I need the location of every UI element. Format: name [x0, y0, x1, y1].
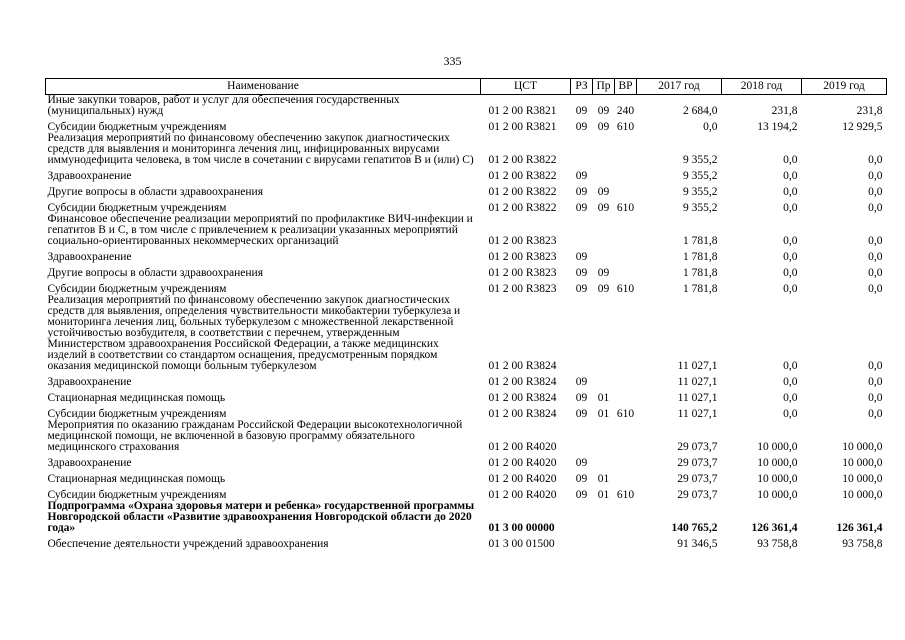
- row-cst: 01 2 00 R3823: [488, 267, 557, 279]
- table-row: [46, 420, 887, 453]
- row-rz: [571, 295, 593, 372]
- row-2019: 0,0: [868, 376, 883, 388]
- row-2018: 0,0: [783, 376, 798, 388]
- row-cst: 01 3 00 00000: [488, 522, 555, 534]
- row-2018: 10 000,0: [757, 489, 798, 501]
- row-rz: 09: [575, 186, 588, 198]
- row-pr: 09: [597, 105, 610, 117]
- row-vr: [615, 420, 637, 453]
- row-cst: 01 2 00 R3823: [488, 235, 557, 247]
- budget-table: [45, 78, 887, 550]
- row-cst: 01 2 00 R3822: [488, 202, 557, 214]
- header-2018: 2018 год: [722, 79, 802, 95]
- row-pr: 01: [597, 473, 610, 485]
- row-pr: [593, 166, 615, 182]
- row-2017: 0,0: [703, 121, 718, 133]
- row-2018: 0,0: [783, 235, 798, 247]
- row-2019: 10 000,0: [842, 441, 883, 453]
- table-row: [46, 404, 887, 420]
- row-2018: 231,8: [771, 105, 798, 117]
- row-2017: 9 355,2: [683, 186, 718, 198]
- row-2019: 10 000,0: [842, 473, 883, 485]
- row-2018: 93 758,8: [757, 538, 798, 550]
- row-2017: 9 355,2: [683, 170, 718, 182]
- row-vr: [615, 453, 637, 469]
- header-cst: ЦСТ: [481, 79, 571, 95]
- row-pr: [593, 501, 615, 534]
- row-name: Здравоохранение: [47, 376, 132, 388]
- row-rz: 09: [575, 202, 588, 214]
- row-2018: 0,0: [783, 154, 798, 166]
- table-row: [46, 247, 887, 263]
- header-name: Наименование: [46, 79, 481, 95]
- row-rz: 09: [575, 473, 588, 485]
- row-2019: 0,0: [868, 267, 883, 279]
- row-2019: 12 929,5: [842, 121, 883, 133]
- table-row: [46, 501, 887, 534]
- row-rz: 09: [575, 376, 588, 388]
- row-vr: [615, 372, 637, 388]
- row-2019: 231,8: [856, 105, 883, 117]
- row-2018: 0,0: [783, 202, 798, 214]
- row-2017: 9 355,2: [683, 202, 718, 214]
- table-row: [46, 263, 887, 279]
- row-2017: 29 073,7: [677, 457, 718, 469]
- row-2019: 0,0: [868, 360, 883, 372]
- row-vr: 610: [616, 283, 635, 295]
- row-2017: 11 027,1: [677, 376, 718, 388]
- row-2019: 0,0: [868, 408, 883, 420]
- row-rz: 09: [575, 121, 588, 133]
- header-vr: ВР: [615, 79, 637, 95]
- row-pr: 01: [597, 392, 610, 404]
- row-cst: 01 2 00 R3821: [488, 121, 557, 133]
- header-pr: Пр: [593, 79, 615, 95]
- table-header-row: [46, 79, 887, 95]
- row-rz: 09: [575, 283, 588, 295]
- row-cst: 01 2 00 R3822: [488, 170, 557, 182]
- row-vr: [615, 182, 637, 198]
- table-row: [46, 388, 887, 404]
- row-vr: [615, 534, 637, 550]
- row-2017: 91 346,5: [677, 538, 718, 550]
- table-row: [46, 214, 887, 247]
- row-2019: 10 000,0: [842, 489, 883, 501]
- row-pr: [593, 295, 615, 372]
- row-2017: 9 355,2: [683, 154, 718, 166]
- row-name: Субсидии бюджетным учреждениям: [47, 283, 227, 295]
- row-2018: 0,0: [783, 267, 798, 279]
- row-2017: 1 781,8: [683, 251, 718, 263]
- row-name: Реализация мероприятий по финансовому обеспечению закупок диагностических средств для выявления и мониторинга лечения лиц, инфицированных вирусами иммунодефицита человека, в том числе в сочетании с вирусами гепатитов В и (или) С): [47, 132, 474, 166]
- row-rz: [571, 214, 593, 247]
- row-2019: 0,0: [868, 154, 883, 166]
- row-2019: 93 758,8: [842, 538, 883, 550]
- row-cst: 01 2 00 R4020: [488, 473, 557, 485]
- row-2019: 0,0: [868, 170, 883, 182]
- row-name: Финансовое обеспечение реализации мероприятий по профилактике ВИЧ-инфекции и гепатитов В и С, в том числе с привлечением к реализации указанных мероприятий социально-ориентированных некоммерческих организаций: [47, 213, 473, 247]
- row-pr: 01: [597, 408, 610, 420]
- row-name: Субсидии бюджетным учреждениям: [47, 202, 227, 214]
- header-2019: 2019 год: [802, 79, 887, 95]
- row-2019: 0,0: [868, 392, 883, 404]
- row-rz: 09: [575, 105, 588, 117]
- row-2017: 1 781,8: [683, 267, 718, 279]
- row-rz: [571, 501, 593, 534]
- row-2017: 11 027,1: [677, 408, 718, 420]
- row-name: Здравоохранение: [47, 170, 132, 182]
- row-pr: 09: [597, 202, 610, 214]
- row-vr: 610: [616, 121, 635, 133]
- row-rz: [571, 534, 593, 550]
- row-rz: 09: [575, 170, 588, 182]
- row-2019: 0,0: [868, 251, 883, 263]
- table-row: [46, 166, 887, 182]
- row-2017: 29 073,7: [677, 489, 718, 501]
- row-vr: [615, 247, 637, 263]
- row-2017: 2 684,0: [683, 105, 718, 117]
- row-2017: 1 781,8: [683, 235, 718, 247]
- row-pr: [593, 534, 615, 550]
- row-2019: 0,0: [868, 202, 883, 214]
- row-2017: 140 765,2: [671, 522, 718, 534]
- row-2018: 13 194,2: [757, 121, 798, 133]
- table-row: [46, 469, 887, 485]
- row-vr: [615, 469, 637, 485]
- table-row: [46, 279, 887, 295]
- row-2019: 10 000,0: [842, 457, 883, 469]
- row-name: Здравоохранение: [47, 457, 132, 469]
- row-cst: 01 2 00 R3824: [488, 360, 557, 372]
- table-row: [46, 182, 887, 198]
- row-vr: 240: [616, 105, 635, 117]
- row-2017: 11 027,1: [677, 392, 718, 404]
- table-row: [46, 534, 887, 550]
- table-row: [46, 95, 887, 118]
- row-cst: 01 2 00 R4020: [488, 489, 557, 501]
- row-2019: 126 361,4: [836, 522, 883, 534]
- row-cst: 01 2 00 R4020: [488, 457, 557, 469]
- row-pr: [593, 372, 615, 388]
- row-cst: 01 3 00 01500: [488, 538, 555, 550]
- row-pr: 01: [597, 489, 610, 501]
- row-2018: 0,0: [783, 170, 798, 182]
- table-row: [46, 198, 887, 214]
- row-cst: 01 2 00 R3824: [488, 392, 557, 404]
- row-vr: [615, 133, 637, 166]
- row-rz: [571, 420, 593, 453]
- row-cst: 01 2 00 R3822: [488, 186, 557, 198]
- row-pr: [593, 453, 615, 469]
- row-name: Обеспечение деятельности учреждений здравоохранения: [47, 538, 329, 550]
- row-cst: 01 2 00 R3823: [488, 283, 557, 295]
- row-pr: 09: [597, 121, 610, 133]
- table-row: [46, 485, 887, 501]
- row-2018: 10 000,0: [757, 457, 798, 469]
- row-name: Иные закупки товаров, работ и услуг для обеспечения государственных (муниципальных) нужд: [47, 94, 400, 117]
- row-2018: 126 361,4: [751, 522, 798, 534]
- row-name: Стационарная медицинская помощь: [47, 392, 226, 404]
- row-2017: 11 027,1: [677, 360, 718, 372]
- row-2018: 0,0: [783, 251, 798, 263]
- row-rz: 09: [575, 392, 588, 404]
- row-vr: [615, 501, 637, 534]
- row-2018: 0,0: [783, 360, 798, 372]
- row-2017: 29 073,7: [677, 441, 718, 453]
- row-pr: [593, 247, 615, 263]
- row-vr: 610: [616, 408, 635, 420]
- row-name: Другие вопросы в области здравоохранения: [47, 267, 263, 279]
- row-2018: 0,0: [783, 392, 798, 404]
- row-pr: [593, 214, 615, 247]
- row-vr: [615, 388, 637, 404]
- table-row: [46, 117, 887, 133]
- row-cst: 01 2 00 R3823: [488, 251, 557, 263]
- row-name: Субсидии бюджетным учреждениям: [47, 121, 227, 133]
- row-2018: 0,0: [783, 408, 798, 420]
- row-vr: [615, 263, 637, 279]
- row-name: Другие вопросы в области здравоохранения: [47, 186, 263, 198]
- row-rz: [571, 133, 593, 166]
- table-row: [46, 372, 887, 388]
- row-cst: 01 2 00 R3824: [488, 408, 557, 420]
- row-rz: 09: [575, 489, 588, 501]
- row-cst: 01 2 00 R3822: [488, 154, 557, 166]
- row-name: Субсидии бюджетным учреждениям: [47, 489, 227, 501]
- row-2017: 29 073,7: [677, 473, 718, 485]
- row-rz: 09: [575, 457, 588, 469]
- row-vr: 610: [616, 489, 635, 501]
- row-rz: 09: [575, 251, 588, 263]
- table-row: [46, 453, 887, 469]
- table-row: [46, 133, 887, 166]
- row-vr: 610: [616, 202, 635, 214]
- header-rz: РЗ: [571, 79, 593, 95]
- row-vr: [615, 214, 637, 247]
- row-2018: 0,0: [783, 186, 798, 198]
- row-pr: 09: [597, 283, 610, 295]
- row-rz: 09: [575, 267, 588, 279]
- header-2017: 2017 год: [637, 79, 722, 95]
- row-name: Реализация мероприятий по финансовому обеспечению закупок диагностических средств для выявления, определения чувствительности микобактерии туберкулеза и мониторинга лечения лиц, больных туберкулезом с множественной лекарственной устойчивостью возбудителя, в соответствии с перечнем, утвержденным Министерством здравоохранения Российской Федерации, а также медицинских изделий в соответствии со стандартом оснащения, предусмотренным порядком оказания медицинской помощи больным туберкулезом: [47, 294, 461, 372]
- row-name: Мероприятия по оказанию гражданам Российской Федерации высокотехнологичной медицинской помощи, не включенной в базовую программу обязательного медицинского страхования: [47, 419, 463, 453]
- table-body: [46, 95, 887, 551]
- row-2019: 0,0: [868, 235, 883, 247]
- row-pr: 09: [597, 186, 610, 198]
- row-2019: 0,0: [868, 283, 883, 295]
- row-name: Стационарная медицинская помощь: [47, 473, 226, 485]
- row-name: Здравоохранение: [47, 251, 132, 263]
- row-rz: 09: [575, 408, 588, 420]
- page-number: 335: [443, 54, 462, 68]
- row-2018: 10 000,0: [757, 441, 798, 453]
- row-cst: 01 2 00 R4020: [488, 441, 557, 453]
- row-cst: 01 2 00 R3821: [488, 105, 557, 117]
- row-cst: 01 2 00 R3824: [488, 376, 557, 388]
- row-vr: [615, 295, 637, 372]
- row-vr: [615, 166, 637, 182]
- row-pr: [593, 133, 615, 166]
- row-2017: 1 781,8: [683, 283, 718, 295]
- row-name: Подпрограмма «Охрана здоровья матери и ребенка» государственной программы Новгородской области «Развитие здравоохранения Новгородской области до 2020 года»: [47, 500, 475, 534]
- row-2018: 10 000,0: [757, 473, 798, 485]
- row-2019: 0,0: [868, 186, 883, 198]
- row-name: Субсидии бюджетным учреждениям: [47, 408, 227, 420]
- table-row: [46, 295, 887, 372]
- row-pr: [593, 420, 615, 453]
- row-2018: 0,0: [783, 283, 798, 295]
- row-pr: 09: [597, 267, 610, 279]
